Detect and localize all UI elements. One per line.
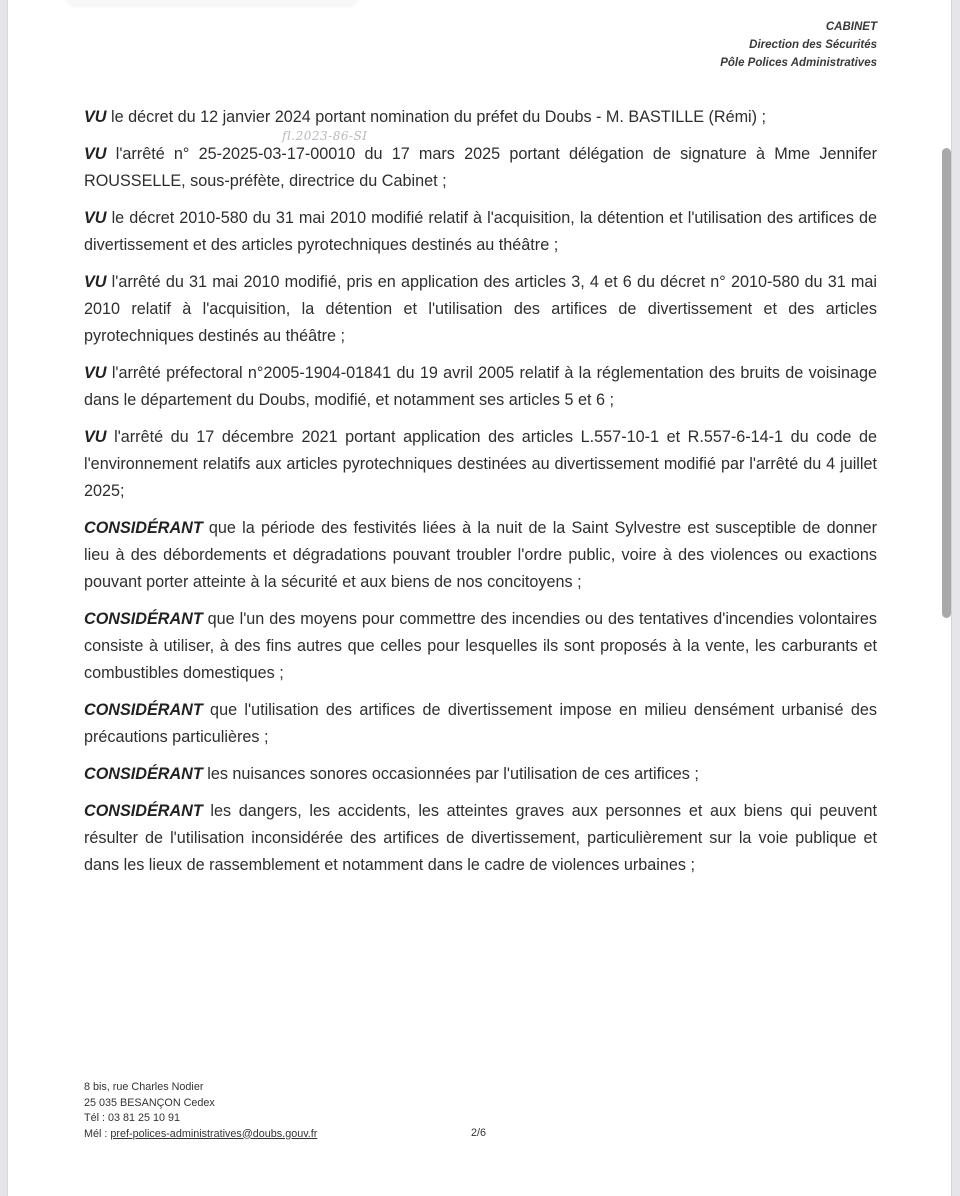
- paragraph-considerant-precautions: [84, 697, 877, 751]
- paragraph-keyword: CONSIDÉRANT: [84, 701, 203, 719]
- paragraph-keyword: VU: [84, 273, 107, 291]
- paragraph-keyword: CONSIDÉRANT: [84, 765, 203, 783]
- paragraph-keyword: VU: [84, 145, 107, 163]
- footer-address-line2: 25 035 BESANÇON Cedex: [84, 1096, 215, 1109]
- vertical-scrollbar[interactable]: [942, 148, 951, 618]
- document-header: [720, 18, 877, 72]
- paragraph-keyword: VU: [84, 209, 107, 227]
- document-footer: [84, 1080, 317, 1142]
- paragraph-considerant-dangers: [84, 798, 877, 879]
- paragraph-text: que l'un des moyens pour commettre des incendies ou des tentatives d'incendies volontaires consiste à utiliser, à des fins autres que celles pour lesquelles ils sont proposés à la vente, les carburants et combustibles domestiques ;: [84, 610, 877, 682]
- handwritten-annotation: fl.2023-86-SI: [282, 129, 368, 143]
- paragraph-text: les nuisances sonores occasionnées par l'utilisation de ces artifices ;: [202, 765, 699, 783]
- paragraph-vu-decret-2010: [84, 205, 877, 259]
- paragraph-keyword: VU: [84, 364, 107, 382]
- paragraph-considerant-incendies: [84, 606, 877, 687]
- paragraph-keyword: CONSIDÉRANT: [84, 802, 203, 820]
- footer-address-line1: 8 bis, rue Charles Nodier: [84, 1081, 204, 1093]
- paragraph-vu-decret-nomination: [84, 104, 877, 131]
- footer-mail-label: Mél :: [84, 1127, 111, 1140]
- header-direction: Direction des Sécurités: [749, 39, 877, 51]
- viewer-top-bar: [66, 0, 358, 6]
- paragraph-text: les dangers, les accidents, les atteintes graves aux personnes et aux biens qui peuvent résulter de l'utilisation inconsidérée des artifices de divertissement, particulièrement sur la voie publique et dans les lieux de rassemblement et notamment dans le cadre de violences urbaines ;: [84, 802, 877, 874]
- paragraph-text: l'arrêté préfectoral n°2005-1904-01841 du 19 avril 2005 relatif à la réglementation des bruits de voisinage dans le département du Doubs, modifié, et notamment ses articles 5 et 6 ;: [84, 364, 877, 409]
- page-number: 2/6: [471, 1127, 487, 1139]
- paragraph-considerant-nuisances: [84, 761, 877, 788]
- viewer-left-edge: [0, 0, 8, 1196]
- header-cabinet: CABINET: [825, 21, 877, 33]
- paragraph-text: que la période des festivités liées à la nuit de la Saint Sylvestre est susceptible de donner lieu à des débordements et dégradations pouvant troubler l'ordre public, voire à des violences ou exactions pouvant porter atteinte à la sécurité et aux biens de nos concitoyens ;: [84, 519, 877, 591]
- paragraph-text: que l'utilisation des artifices de divertissement impose en milieu densément urbanisé des précautions particulières ;: [84, 701, 877, 746]
- document-body: [84, 104, 877, 889]
- paragraph-vu-delegation: [84, 141, 877, 195]
- paragraph-text: l'arrêté du 31 mai 2010 modifié, pris en application des articles 3, 4 et 6 du décret n° 2010-580 du 31 mai 2010 relatif à l'acquisition, la détention et l'utilisation des artifices de divertissement et des articles pyrotechniques destinés au théâtre ;: [84, 273, 877, 345]
- footer-mail-link[interactable]: pref-polices-administratives@doubs.gouv.fr: [110, 1127, 318, 1140]
- paragraph-text: le décret 2010-580 du 31 mai 2010 modifié relatif à l'acquisition, la détention et l'utilisation des artifices de divertissement et des articles pyrotechniques destinés au théâtre ;: [84, 209, 877, 254]
- viewer-right-edge: [951, 0, 960, 1196]
- paragraph-text: le décret du 12 janvier 2024 portant nomination du préfet du Doubs - M. BASTILLE (Rémi) ;: [106, 108, 767, 126]
- paragraph-keyword: VU: [84, 108, 107, 126]
- paragraph-keyword: CONSIDÉRANT: [84, 519, 203, 537]
- paragraph-keyword: VU: [84, 428, 107, 446]
- paragraph-keyword: CONSIDÉRANT: [84, 610, 203, 628]
- footer-phone: Tél : 03 81 25 10 91: [84, 1112, 181, 1124]
- paragraph-text: l'arrêté du 17 décembre 2021 portant application des articles L.557-10-1 et R.557-6-14-1 du code de l'environnement relatifs aux articles pyrotechniques destinées au divertissement modifié par l'arrêté du 4 juillet 2025;: [84, 428, 877, 500]
- paragraph-text: l'arrêté n° 25-2025-03-17-00010 du 17 mars 2025 portant délégation de signature à Mme Jennifer ROUSSELLE, sous-préfète, directrice du Cabinet ;: [84, 145, 877, 190]
- header-pole: Pôle Polices Administratives: [720, 57, 877, 69]
- paragraph-considerant-festivites: [84, 515, 877, 596]
- paragraph-vu-arrete-2021: [84, 424, 877, 505]
- paragraph-vu-arrete-2010: [84, 269, 877, 350]
- paragraph-vu-bruits: [84, 360, 877, 414]
- footer-mail-line: [84, 1127, 317, 1143]
